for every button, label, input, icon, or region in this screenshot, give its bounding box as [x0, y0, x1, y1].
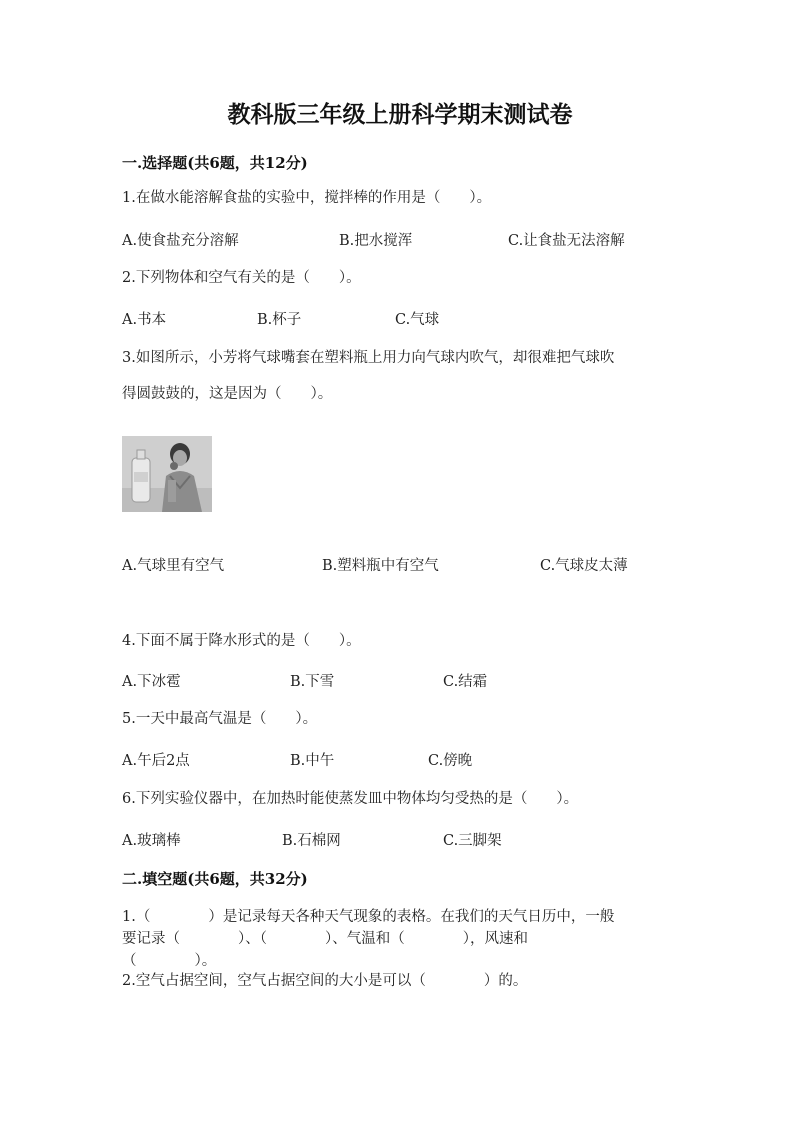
question-5-option-c: C.傍晚 — [428, 753, 473, 769]
fill-2-line-1: 2.空气占据空间，空气占据空间的大小是可以（ ）的。 — [122, 973, 528, 989]
question-2-option-a: A.书本 — [122, 312, 167, 328]
question-1-option-b: B.把水搅浑 — [339, 233, 413, 249]
question-3-option-c: C.气球皮太薄 — [540, 558, 628, 574]
question-6-option-a: A.玻璃棒 — [122, 833, 181, 849]
question-2-stem: 2.下列物体和空气有关的是（ ）。 — [122, 270, 361, 286]
question-6-stem: 6.下列实验仪器中，在加热时能使蒸发皿中物体均匀受热的是（ ）。 — [122, 791, 579, 807]
page-title: 教科版三年级上册科学期末测试卷 — [227, 101, 573, 128]
question-4-stem: 4.下面不属于降水形式的是（ ）。 — [122, 633, 361, 649]
question-6-option-b: B.石棉网 — [282, 833, 341, 849]
fill-1-line-2: 要记录（ ）、（ ）、气温和（ ），风速和 — [122, 931, 528, 947]
question-5-stem: 5.一天中最高气温是（ ）。 — [122, 711, 318, 727]
section-heading-fill-in: 二.填空题(共6题，共32分) — [122, 870, 308, 888]
question-3-option-a: A.气球里有空气 — [122, 558, 225, 574]
question-1-option-a: A.使食盐充分溶解 — [122, 233, 239, 249]
question-1-stem: 1.在做水能溶解食盐的实验中，搅拌棒的作用是（ ）。 — [122, 190, 492, 206]
question-3-stem-line-2: 得圆鼓鼓的，这是因为（ ）。 — [122, 386, 333, 402]
question-2-option-c: C.气球 — [395, 312, 440, 328]
fill-1-line-3: （ ）。 — [122, 953, 217, 969]
question-5-option-a: A.午后2点 — [122, 753, 190, 769]
question-2-option-b: B.杯子 — [257, 312, 302, 328]
question-3-stem-line-1: 3.如图所示，小芳将气球嘴套在塑料瓶上用力向气球内吹气，却很难把气球吹 — [122, 350, 615, 366]
balloon-bottle-photo — [122, 436, 212, 512]
fill-1-line-1: 1.（ ）是记录每天各种天气现象的表格。在我们的天气日历中，一般 — [122, 909, 615, 925]
question-6-option-c: C.三脚架 — [443, 833, 502, 849]
question-1-option-c: C.让食盐无法溶解 — [508, 233, 625, 249]
question-5-option-b: B.中午 — [290, 753, 335, 769]
question-3-option-b: B.塑料瓶中有空气 — [322, 558, 439, 574]
question-4-option-c: C.结霜 — [443, 674, 488, 690]
section-heading-choice: 一.选择题(共6题，共12分) — [122, 154, 308, 172]
question-4-option-b: B.下雪 — [290, 674, 335, 690]
question-4-option-a: A.下冰雹 — [122, 674, 181, 690]
